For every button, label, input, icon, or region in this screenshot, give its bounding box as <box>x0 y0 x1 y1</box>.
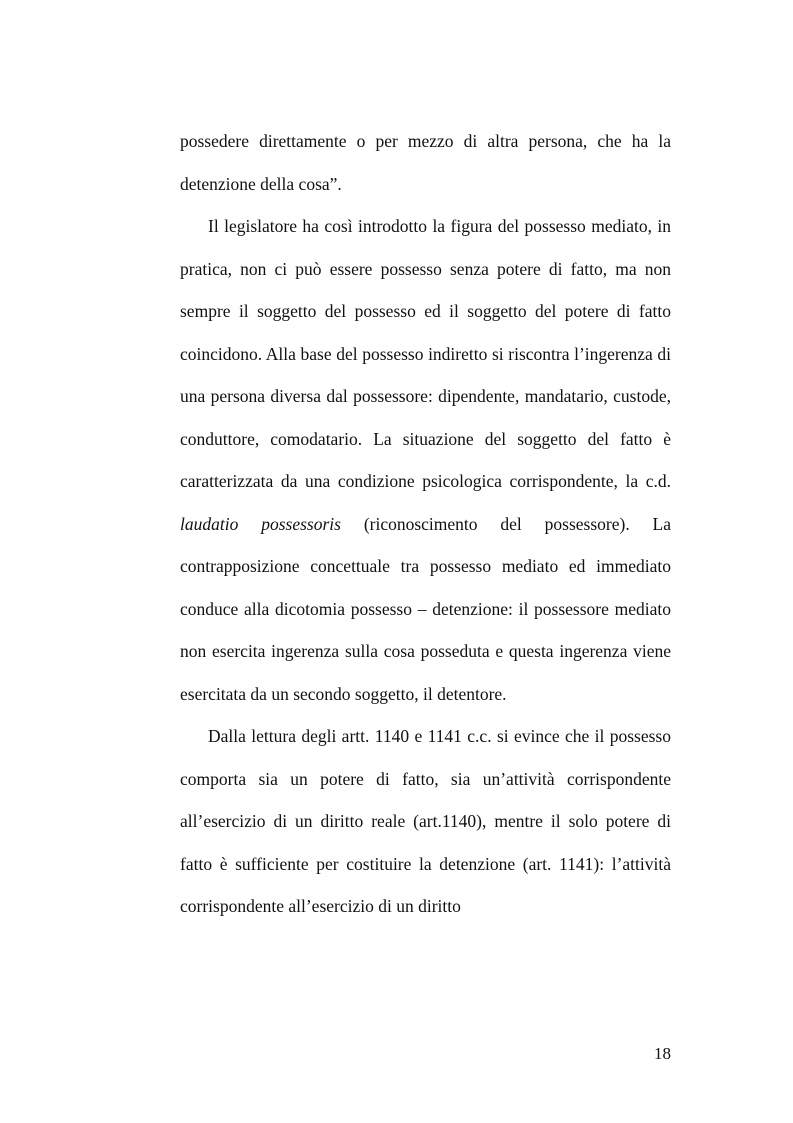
paragraph-text-after-italic: (riconoscimento del possessore). La contrapposizione concettuale tra possesso mediato ed immediato conduce alla dicotomia possesso – detenzione: il possessore mediato non esercita ingerenza sulla cosa posseduta e questa ingerenza viene esercitata da un secondo soggetto, il detentore. <box>180 513 672 704</box>
italic-term-laudatio-possessoris: laudatio possessoris <box>180 513 341 534</box>
page-number: 18 <box>654 1044 671 1063</box>
page-body <box>180 120 671 928</box>
paragraph-continuation: possedere direttamente o per mezzo di altra persona, che ha la detenzione della cosa”. <box>180 131 671 194</box>
paragraph-text-before-italic: Il legislatore ha così introdotto la figura del possesso mediato, in pratica, non ci può essere possesso senza potere di fatto, ma non sempre il soggetto del possesso ed il soggetto del potere di fatto coincidono. Alla base del possesso indiretto si riscontra l’ingerenza di una persona diversa dal possessore: dipendente, mandatario, custode, conduttore, comodatario. La situazione del soggetto del fatto è caratterizzata da una condizione psicologica corrispondente, la c.d. <box>180 216 671 491</box>
paragraph-artt-1140-1141: Dalla lettura degli artt. 1140 e 1141 c.c. si evince che il possesso comporta sia un potere di fatto, sia un’attività corrispondente all’esercizio di un diritto reale (art.1140), mentre il solo potere di fatto è sufficiente per costituire la detenzione (art. 1141): l’attività corrispondente all’esercizio di un diritto <box>180 726 671 916</box>
paragraph-possesso-mediato <box>180 205 671 715</box>
